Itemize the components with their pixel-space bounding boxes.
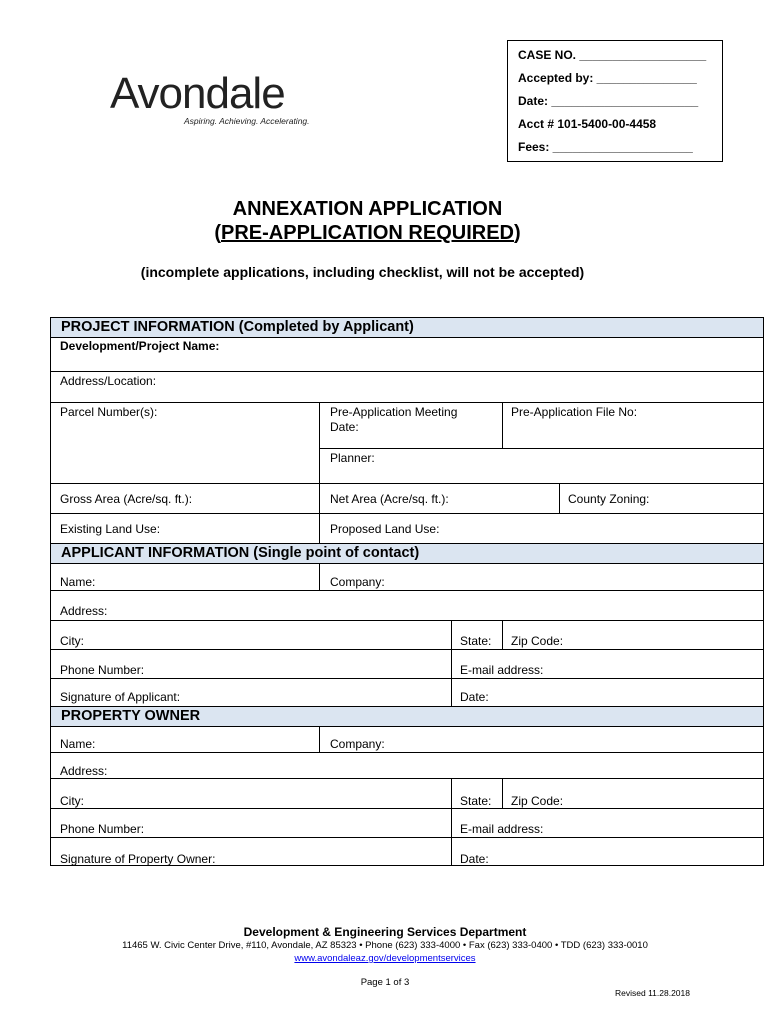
- owner-phone-label: Phone Number:: [60, 822, 145, 836]
- accepted-by-field: Accepted by: _______________: [518, 71, 697, 85]
- pre-application-required: PRE-APPLICATION REQUIRED: [221, 222, 514, 244]
- logo-tagline: Aspiring. Achieving. Accelerating.: [184, 116, 310, 126]
- case-no-field: CASE NO. ___________________: [518, 48, 707, 62]
- county-zoning-label: County Zoning:: [568, 492, 650, 506]
- owner-state-label: State:: [460, 794, 492, 808]
- acct-number: Acct # 101-5400-00-4458: [518, 117, 657, 131]
- page-subtitle: (incomplete applications, including checklist, will not be accepted): [140, 264, 585, 280]
- applicant-company-label: Company:: [330, 575, 385, 589]
- applicant-email-label: E-mail address:: [460, 663, 544, 677]
- existing-use-label: Existing Land Use:: [60, 522, 161, 536]
- footer-url-link[interactable]: www.avondaleaz.gov/developmentservices: [294, 953, 476, 964]
- page-title: ANNEXATION APPLICATION: [232, 198, 503, 220]
- applicant-signature-label: Signature of Applicant:: [60, 690, 181, 704]
- owner-company-label: Company:: [330, 737, 385, 751]
- owner-date-label: Date:: [460, 852, 489, 866]
- footer-contact: 11465 W. Civic Center Drive, #110, Avondale, AZ 85323 • Phone (623) 333-4000 • Fax (623) 333-0400 • TDD (623) 333-0010: [122, 940, 648, 951]
- avondale-logo: [110, 69, 310, 126]
- owner-city-label: City:: [60, 794, 84, 808]
- paren-close: ): [513, 222, 521, 244]
- proposed-use-label: Proposed Land Use:: [330, 522, 440, 536]
- property-owner-header: PROPERTY OWNER: [51, 707, 763, 726]
- footer-url-wrap: [0, 953, 770, 964]
- parcel-label: Parcel Number(s):: [60, 405, 158, 419]
- revised-date: Revised 11.28.2018: [615, 988, 690, 998]
- applicant-date-label: Date:: [460, 690, 489, 704]
- project-header-note: (Completed by Applicant): [234, 319, 414, 335]
- applicant-phone-label: Phone Number:: [60, 663, 145, 677]
- footer-department: Development & Engineering Services Department: [243, 925, 527, 939]
- applicant-header-note: (Single point of contact): [249, 545, 420, 561]
- owner-address-label: Address:: [60, 764, 108, 778]
- page-title-line2: [0, 222, 735, 245]
- project-header-title: PROJECT INFORMATION: [61, 319, 235, 335]
- applicant-state-label: State:: [460, 634, 492, 648]
- gross-area-label: Gross Area (Acre/sq. ft.):: [60, 492, 193, 506]
- address-location-label: Address/Location:: [60, 374, 157, 388]
- owner-name-label: Name:: [60, 737, 96, 751]
- owner-signature-label: Signature of Property Owner:: [60, 852, 216, 866]
- fees-field: Fees: _____________________: [518, 140, 693, 154]
- applicant-name-label: Name:: [60, 575, 96, 589]
- application-form: [50, 317, 764, 866]
- applicant-city-label: City:: [60, 634, 84, 648]
- applicant-header-title: APPLICANT INFORMATION: [61, 545, 250, 561]
- applicant-zip-label: Zip Code:: [511, 634, 564, 648]
- logo-wordmark: Avondale: [110, 69, 285, 118]
- applicant-info-header: [51, 544, 763, 563]
- net-area-label: Net Area (Acre/sq. ft.):: [330, 492, 449, 506]
- page-number: Page 1 of 3: [360, 977, 410, 988]
- applicant-address-label: Address:: [60, 604, 108, 618]
- preapp-file-label: Pre-Application File No:: [511, 405, 638, 419]
- preapp-meeting-label: Pre-Application Meeting: [330, 405, 458, 419]
- planner-label: Planner:: [330, 451, 375, 465]
- preapp-date-label: Date:: [330, 420, 359, 434]
- owner-email-label: E-mail address:: [460, 822, 544, 836]
- paren-open: (: [214, 222, 221, 244]
- owner-zip-label: Zip Code:: [511, 794, 564, 808]
- office-use-box: [507, 40, 723, 162]
- project-info-header: [51, 318, 763, 337]
- date-field: Date: ______________________: [518, 94, 699, 108]
- dev-name-label: Development/Project Name:: [60, 339, 220, 353]
